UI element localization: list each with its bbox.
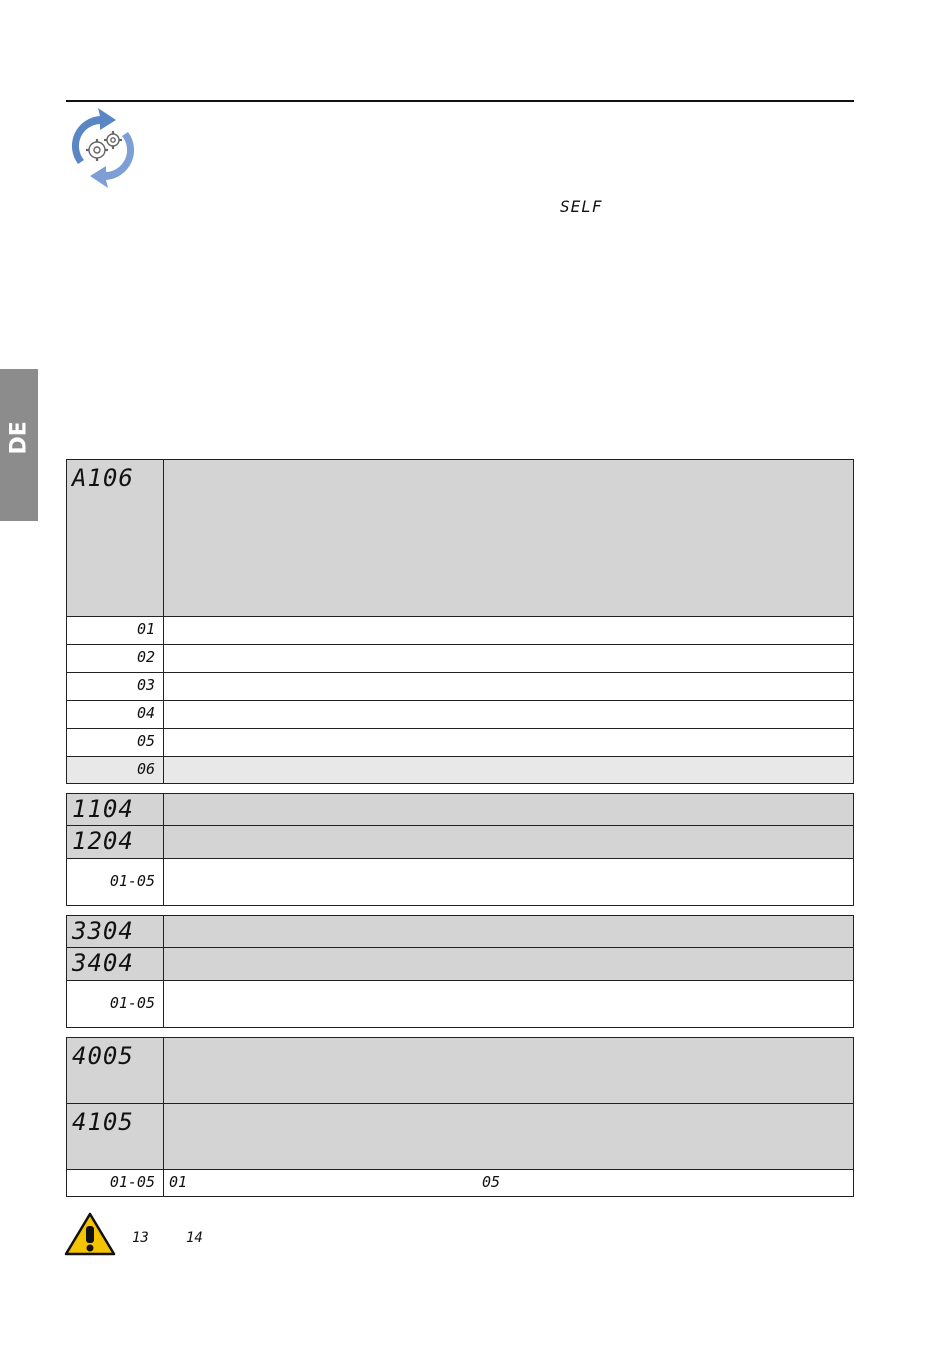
code-1204: 1204 [72,827,134,855]
table-1104 [66,793,854,906]
warning-icon [64,1212,116,1256]
range-code: 01-05 [109,872,155,890]
code-3404: 3404 [72,949,134,977]
table-a106 [66,459,854,784]
sub-code: 03 [136,676,155,694]
code-4105: 4105 [72,1108,134,1136]
sub-code: 05 [136,732,155,750]
code-1104: 1104 [72,795,134,823]
range-code: 01-05 [109,994,155,1012]
warning-code-14: 14 [186,1230,203,1246]
sub-code: 06 [136,760,155,778]
self-code: SELF [560,197,603,216]
range-code: 01-05 [109,1173,155,1191]
inline-code-from: 01 [169,1173,188,1191]
sub-code: 01 [136,620,155,638]
warning-code-13: 13 [132,1230,149,1246]
top-rule [66,100,854,102]
gear-cycle-icon [62,104,144,190]
inline-code-to: 05 [482,1173,501,1191]
language-tab-label: DE [6,421,32,455]
code-a106: A106 [72,464,134,492]
code-3304: 3304 [72,917,134,945]
sub-code: 04 [136,704,155,722]
code-4005: 4005 [72,1042,134,1070]
language-tab [0,369,38,521]
sub-code: 02 [136,648,155,666]
table-3304 [66,915,854,1028]
table-4005 [66,1037,854,1197]
